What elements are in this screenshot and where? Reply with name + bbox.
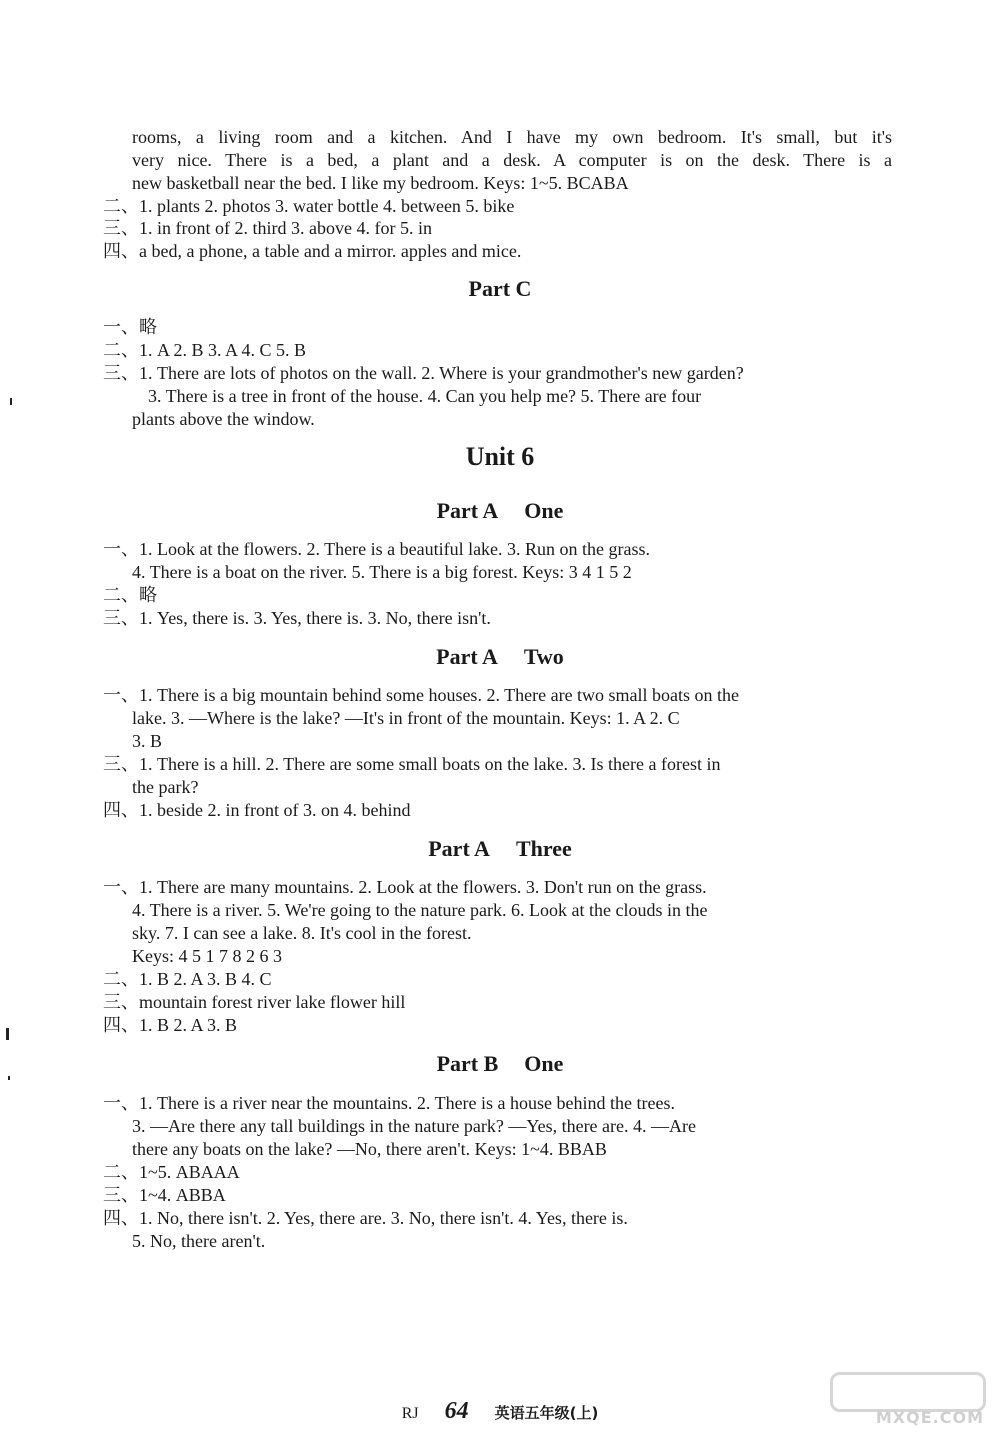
answer-line: lake. 3. —Where is the lake? —It's in front of the mountain. Keys: 1. A 2. C <box>132 708 680 728</box>
answer-line: 四、a bed, a phone, a table and a mirror. apples and mice. <box>103 241 522 261</box>
edition-code: RJ <box>401 1405 419 1422</box>
section-heading <box>0 836 1000 862</box>
answer-line: the park? <box>132 777 199 797</box>
section-heading-sub: Three <box>515 836 572 861</box>
answer-line: 二、1~5. ABAAA <box>103 1162 240 1182</box>
answer-line: 3. B <box>132 731 163 751</box>
answer-line: 三、1~4. ABBA <box>103 1185 226 1205</box>
answer-line: 一、1. There is a river near the mountains. 2. There is a house behind the trees. <box>103 1093 675 1113</box>
scan-speck <box>6 1028 9 1040</box>
section-heading-part: Part A <box>436 644 498 669</box>
text-line: rooms, a living room and a kitchen. And I have my own bedroom. It's small, but it's <box>132 127 892 147</box>
section-heading-part: Part A <box>436 498 499 523</box>
answer-line: 4. There is a boat on the river. 5. There is a big forest. Keys: 3 4 1 5 2 <box>132 562 632 582</box>
scan-speck <box>8 1076 10 1080</box>
watermark <box>824 1372 992 1428</box>
answer-line: 二、略 <box>103 585 157 605</box>
section-heading <box>0 1051 1000 1077</box>
answer-line: 一、略 <box>103 317 157 337</box>
answer-line: 4. There is a river. 5. We're going to the nature park. 6. Look at the clouds in the <box>132 900 708 920</box>
answer-line: 二、1. A 2. B 3. A 4. C 5. B <box>103 340 307 360</box>
answer-line: 四、1. beside 2. in front of 3. on 4. behind <box>103 800 411 820</box>
answer-line: 二、1. plants 2. photos 3. water bottle 4. between 5. bike <box>103 196 515 216</box>
section-heading-sub: Two <box>523 644 564 669</box>
answer-line: 二、1. B 2. A 3. B 4. C <box>103 969 272 989</box>
answer-line: 一、1. There are many mountains. 2. Look at the flowers. 3. Don't run on the grass. <box>103 877 707 897</box>
answer-line: 四、1. B 2. A 3. B <box>103 1015 238 1035</box>
section-heading <box>0 498 1000 524</box>
answer-line: sky. 7. I can see a lake. 8. It's cool in the forest. <box>132 923 472 943</box>
section-heading <box>0 644 1000 670</box>
answer-line: 5. No, there aren't. <box>132 1231 266 1251</box>
section-heading: Part C <box>468 276 532 301</box>
answer-line: 三、mountain forest river lake flower hill <box>103 992 406 1012</box>
section-heading-sub: One <box>524 498 564 523</box>
answer-line: 四、1. No, there isn't. 2. Yes, there are. 3. No, there isn't. 4. Yes, there is. <box>103 1208 628 1228</box>
answer-line: 3. —Are there any tall buildings in the nature park? —Yes, there are. 4. —Are <box>132 1116 697 1136</box>
page-number: 64 <box>444 1398 469 1424</box>
text-line: very nice. There is a bed, a plant and a desk. A computer is on the desk. There is a <box>132 150 892 170</box>
section-heading-sub: One <box>524 1051 564 1076</box>
answer-line: plants above the window. <box>132 409 315 429</box>
answer-line: Keys: 4 5 1 7 8 2 6 3 <box>132 946 282 966</box>
answer-line: 一、1. Look at the flowers. 2. There is a beautiful lake. 3. Run on the grass. <box>103 539 651 559</box>
section-heading-part: Part B <box>436 1051 499 1076</box>
answer-line: 一、1. There is a big mountain behind some houses. 2. There are two small boats on the <box>103 685 740 705</box>
text-line: new basketball near the bed. I like my bedroom. Keys: 1~5. BCABA <box>132 173 629 193</box>
answer-line: 三、1. Yes, there is. 3. Yes, there is. 3. No, there isn't. <box>103 608 491 628</box>
unit-heading: Unit 6 <box>465 442 535 471</box>
book-title: 英语五年级(上) <box>494 1404 599 1422</box>
scan-speck <box>10 398 12 405</box>
answer-line: 三、1. There is a hill. 2. There are some small boats on the lake. 3. Is there a forest in <box>103 754 721 774</box>
answer-line: 三、1. There are lots of photos on the wall. 2. Where is your grandmother's new garden? <box>103 363 744 383</box>
answer-line: 三、1. in front of 2. third 3. above 4. for 5. in <box>103 218 432 238</box>
answer-line: there any boats on the lake? —No, there aren't. Keys: 1~4. BBAB <box>132 1139 607 1159</box>
section-heading-part: Part A <box>428 836 490 861</box>
watermark-logo <box>830 1372 986 1412</box>
answer-line: 3. There is a tree in front of the house. 4. Can you help me? 5. There are four <box>148 386 702 406</box>
watermark-url: MXQE.COM <box>875 1408 984 1427</box>
